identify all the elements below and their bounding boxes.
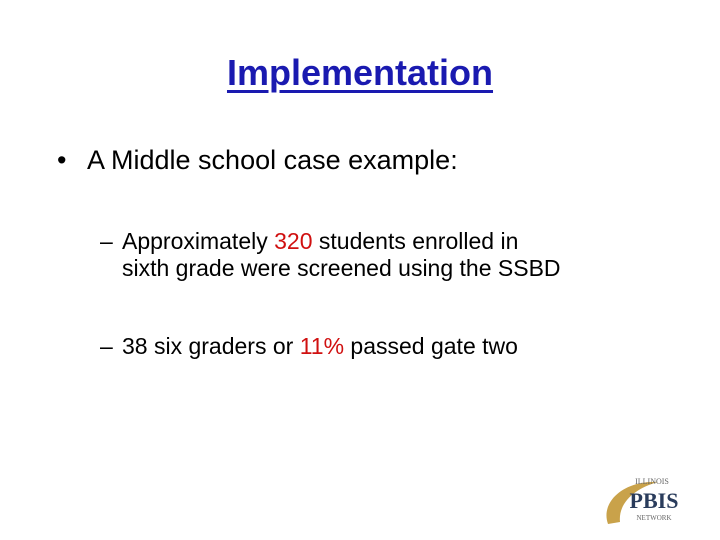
sub-bullet-enrolled <box>100 228 680 282</box>
dash-marker: – <box>100 333 113 359</box>
sub2-post: passed gate two <box>344 333 518 359</box>
sub2-highlight-percent: 11% <box>299 333 345 359</box>
logo-bottom-text: NETWORK <box>636 514 672 522</box>
dash-marker: – <box>100 228 113 254</box>
sub1-line2: sixth grade were screened using the SSBD <box>122 255 561 281</box>
slide-title <box>0 52 720 94</box>
logo-main-text: PBIS <box>629 488 679 513</box>
sub1-post: students enrolled in <box>312 228 519 254</box>
logo-top-text: ILLINOIS <box>635 477 669 486</box>
sub2-pre: 38 six graders or <box>122 333 300 359</box>
sub-bullet-passed <box>100 333 680 360</box>
bullet-text: A Middle school case example: <box>87 145 458 175</box>
slide-title-text: Implementation <box>226 52 494 93</box>
bullet-marker: • <box>57 145 67 175</box>
sub1-pre: Approximately <box>122 228 275 254</box>
bullet-item <box>57 143 458 177</box>
illinois-pbis-network-logo <box>596 472 706 530</box>
sub1-highlight-number: 320 <box>274 228 313 254</box>
